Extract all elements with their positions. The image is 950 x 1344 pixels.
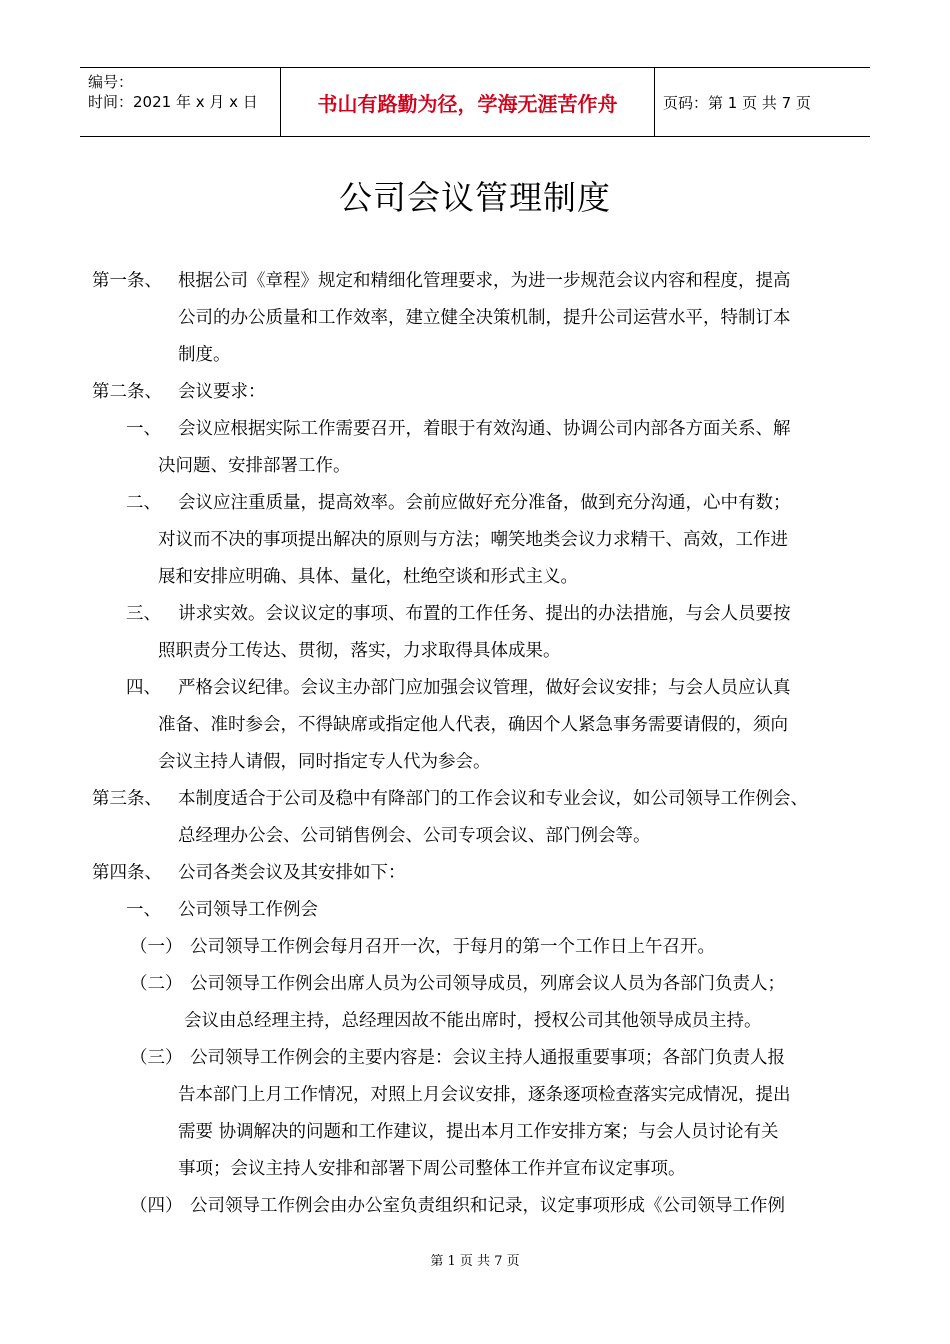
page-footer: 第 1 页 共 7 页 bbox=[430, 1254, 520, 1269]
clause-label: 第二条、 bbox=[92, 382, 162, 402]
page-header bbox=[80, 67, 870, 137]
document-title: 公司会议管理制度 bbox=[339, 178, 611, 217]
clause-line: 准备、准时参会，不得缺席或指定他人代表，确因个人紧急事务需要请假的，须向 bbox=[158, 715, 788, 735]
clause-line: 对议而不决的事项提出解决的原则与方法；嘲笑地类会议力求精干、高效，工作进 bbox=[158, 530, 788, 550]
date-label: 时间：2021 年 x 月 x 日 bbox=[88, 93, 258, 111]
clause-line: 会议应注重质量，提高效率。会前应做好充分准备，做到充分沟通，心中有数； bbox=[178, 493, 791, 513]
clause-line: 告本部门上月工作情况，对照上月会议安排，逐条逐项检查落实完成情况，提出 bbox=[178, 1085, 791, 1105]
clause-line: 公司领导工作例会的主要内容是：会议主持人通报重要事项；各部门负责人报 bbox=[190, 1048, 785, 1068]
clause-label: （二） bbox=[130, 974, 183, 994]
clause-line: 公司的办公质量和工作效率，建立健全决策机制，提升公司运营水平，特制订本 bbox=[178, 308, 791, 328]
clause-line: 决问题、安排部署工作。 bbox=[158, 456, 351, 476]
clause-label: 三、 bbox=[126, 604, 161, 624]
number-label: 编号： bbox=[88, 73, 134, 91]
clause-label: （一） bbox=[130, 937, 183, 957]
clause-line: 制度。 bbox=[178, 345, 231, 365]
clause-label: 一、 bbox=[126, 900, 161, 920]
header-meta bbox=[80, 68, 280, 136]
clause-line: 公司各类会议及其安排如下： bbox=[178, 863, 406, 883]
clause-line: 展和安排应明确、具体、量化，杜绝空谈和形式主义。 bbox=[158, 567, 578, 587]
clause-line: 需要 协调解决的问题和工作建议，提出本月工作安排方案；与会人员讨论有关 bbox=[178, 1122, 779, 1142]
clause-line: 会议应根据实际工作需要召开，着眼于有效沟通、协调公司内部各方面关系、解 bbox=[178, 419, 791, 439]
clause-line: 公司领导工作例会每月召开一次，于每月的第一个工作日上午召开。 bbox=[190, 937, 715, 957]
clause-line: 讲求实效。会议议定的事项、布置的工作任务、提出的办法措施，与会人员要按 bbox=[178, 604, 791, 624]
clause-line: 会议主持人请假，同时指定专人代为参会。 bbox=[158, 752, 491, 772]
clause-label: 第一条、 bbox=[92, 271, 162, 291]
clause-line: 本制度适合于公司及稳中有降部门的工作会议和专业会议，如公司领导工作例会、 bbox=[178, 789, 808, 809]
clause-line: 照职责分工传达、贯彻，落实，力求取得具体成果。 bbox=[158, 641, 561, 661]
clause-line: 会议要求： bbox=[178, 382, 266, 402]
header-slogan: 书山有路勤为径，学海无涯苦作舟 bbox=[280, 68, 655, 136]
clause-line: 公司领导工作例会 bbox=[178, 900, 318, 920]
clause-line: 会议由总经理主持，总经理因故不能出席时，授权公司其他领导成员主持。 bbox=[184, 1011, 762, 1031]
clause-label: （四） bbox=[130, 1196, 183, 1216]
clause-line: 总经理办公会、公司销售例会、公司专项会议、部门例会等。 bbox=[178, 826, 651, 846]
clause-line: 公司领导工作例会出席人员为公司领导成员，列席会议人员为各部门负责人； bbox=[190, 974, 785, 994]
clause-label: 第三条、 bbox=[92, 789, 162, 809]
clause-label: （三） bbox=[130, 1048, 183, 1068]
clause-label: 二、 bbox=[126, 493, 161, 513]
clause-line: 公司领导工作例会由办公室负责组织和记录，议定事项形成《公司领导工作例 bbox=[190, 1196, 785, 1216]
clause-label: 一、 bbox=[126, 419, 161, 439]
clause-line: 事项；会议主持人安排和部署下周公司整体工作并宣布议定事项。 bbox=[178, 1159, 686, 1179]
clause-line: 根据公司《章程》规定和精细化管理要求，为进一步规范会议内容和程度，提高 bbox=[178, 271, 791, 291]
clause-label: 第四条、 bbox=[92, 863, 162, 883]
clause-line: 严格会议纪律。会议主办部门应加强会议管理，做好会议安排；与会人员应认真 bbox=[178, 678, 791, 698]
clause-label: 四、 bbox=[126, 678, 161, 698]
header-page-info: 页码：第 1 页 共 7 页 bbox=[663, 93, 811, 112]
